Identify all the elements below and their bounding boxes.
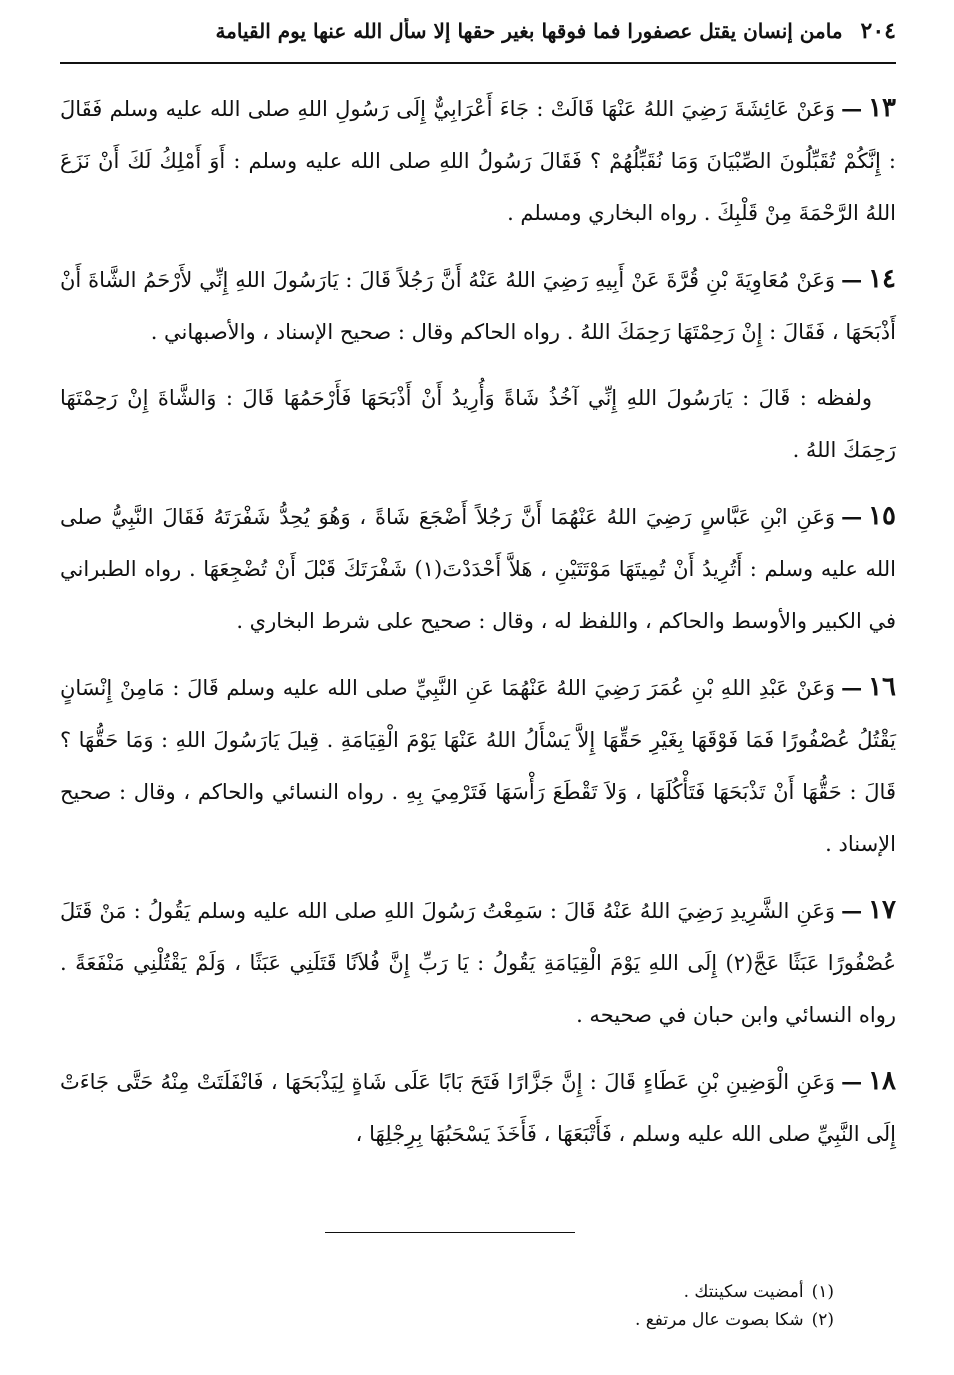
footnotes	[118, 1278, 834, 1334]
footnote-text: شكا بصوت عال مرتفع .	[634, 1310, 804, 1330]
hadith-text: وَعَنْ عَائِشَةَ رَضِيَ اللهُ عَنْهَا قَالَتْ : جَاءَ أَعْرَابِيٌّ إِلَى رَسُولِ اللهِ صلى الله عليه وسلم فَقَالَ : إِنَّكُمْ تُقَبِّلُونَ الصِّبْيَانَ وَمَا نُقَبِّلُهُمْ ؟ فَقَالَ رَسُولُ اللهِ صلى الله عليه وسلم : أَوَ أَمْلِكُ لَكَ أَنْ نَزَعَ اللهُ الرَّحْمَةَ مِنْ قَلْبِكَ . رواه البخاري ومسلم .	[60, 97, 896, 225]
hadith-number: ١٦	[868, 672, 896, 702]
hadith-number: ١٧	[868, 895, 896, 925]
footnote-1	[118, 1278, 834, 1306]
running-title: مامن إنسان يقتل عصفورا فما فوقها بغير حقها إلا سأل الله عنها يوم القيامة	[215, 19, 843, 43]
footnote-rule	[325, 1232, 575, 1233]
footnote-number: (١)	[811, 1282, 834, 1302]
page-header	[60, 18, 896, 56]
hadith-number: ١٥	[868, 501, 896, 531]
header-rule	[60, 62, 896, 64]
hadith-text: وَعَنْ مُعَاوِيَةَ بْنِ قُرَّةَ عَنْ أَبِيهِ رَضِيَ اللهُ عَنْهُ أَنَّ رَجُلاً قَالَ : يَارَسُولَ اللهِ إِنِّي لأَرْحَمُ الشَّاةَ أَنْ أَذْبَحَهَا ، فَقَالَ : إِنْ رَحِمْتَهَا رَحِمَكَ اللهُ . رواه الحاكم وقال : صحيح الإسناد ، والأصبهاني .	[60, 268, 896, 344]
hadith-13: ١٣—وَعَنْ عَائِشَةَ رَضِيَ اللهُ عَنْهَا قَالَتْ : جَاءَ أَعْرَابِيٌّ إِلَى رَسُولِ اللهِ صلى الله عليه وسلم فَقَالَ : إِنَّكُمْ تُقَبِّلُونَ الصِّبْيَانَ وَمَا نُقَبِّلُهُمْ ؟ فَقَالَ رَسُولُ اللهِ صلى الله عليه وسلم : أَوَ أَمْلِكُ لَكَ أَنْ نَزَعَ اللهُ الرَّحْمَةَ مِنْ قَلْبِكَ . رواه البخاري ومسلم .	[60, 93, 896, 225]
hadith-text: وَعَنْ عَبْدِ اللهِ بْنِ عُمَرَ رَضِيَ اللهُ عَنْهُمَا عَنِ النَّبِيِّ صلى الله عليه وسلم قَالَ : مَامِنْ إِنْسَانٍ يَقْتُلُ عُصْفُورًا فَمَا فَوْقَهَا بِغَيْرِ حَقِّهَا إِلاَّ يَسْأَلُ اللهُ عَنْهَا يَوْمَ الْقِيَامَةِ . قِيلَ يَارَسُولَ اللهِ : وَمَا حَقُّهَا ؟ قَالَ : حَقُّهَا أَنْ تَذْبَحَهَا فَتَأْكُلَهَا ، وَلاَ تَقْطَعَ رَأْسَهَا فَتَرْمِيَ بِهِ . رواه النسائي والحاكم ، وقال : صحيح الإسناد .	[60, 676, 896, 856]
footnote-2	[118, 1306, 834, 1334]
hadith-18: ١٨—وَعَنِ الْوَضِينِ بْنِ عَطَاءٍ قَالَ : إِنَّ جَزَّارًا فَتَحَ بَابًا عَلَى شَاةٍ لِيَذْبَحَهَا ، فَانْفَلَتَتْ مِنْهُ حَتَّى جَاءَتْ إِلَى النَّبِيِّ صلى الله عليه وسلم ، فَأَتْبَعَهَا ، فَأَخَذَ يَسْحَبُهَا بِرِجْلِهَا ،	[60, 1066, 896, 1146]
hadith-14-variant: ولفظه : قَالَ : يَارَسُولَ اللهِ إِنِّي آخُذُ شَاةً وَأُرِيدُ أَنْ أَذْبَحَهَا فَأَرْحَمُهَا قَالَ : وَالشَّاةَ إِنْ رَحِمْتَهَا رَحِمَكَ اللهُ .	[60, 386, 896, 462]
page-number: ٢٠٤	[860, 18, 896, 44]
hadith-17: ١٧—وَعَنِ الشَّرِيدِ رَضِيَ اللهُ عَنْهُ قَالَ : سَمِعْتُ رَسُولَ اللهِ صلى الله عليه وسلم يَقُولُ : مَنْ قَتَلَ عُصْفُورًا عَبَثًا عَجَّ(٢) إِلَى اللهِ يَوْمَ الْقِيَامَةِ يَقُولُ : يَا رَبِّ إِنَّ فُلاَنًا قَتَلَنِي عَبَثًا ، وَلَمْ يَقْتُلْنِي مَنْفَعَةً . رواه النسائي وابن حبان في صحيحه .	[60, 895, 896, 1027]
hadith-14: ١٤—وَعَنْ مُعَاوِيَةَ بْنِ قُرَّةَ عَنْ أَبِيهِ رَضِيَ اللهُ عَنْهُ أَنَّ رَجُلاً قَالَ : يَارَسُولَ اللهِ إِنِّي لأَرْحَمُ الشَّاةَ أَنْ أَذْبَحَهَا ، فَقَالَ : إِنْ رَحِمْتَهَا رَحِمَكَ اللهُ . رواه الحاكم وقال : صحيح الإسناد ، والأصبهاني .	[60, 264, 896, 344]
footnote-number: (٢)	[811, 1310, 834, 1330]
hadith-number: ١٣	[868, 93, 896, 123]
book-page	[60, 18, 896, 1358]
footnote-text: أمضيت سكينتك .	[683, 1282, 804, 1302]
hadith-16: ١٦—وَعَنْ عَبْدِ اللهِ بْنِ عُمَرَ رَضِيَ اللهُ عَنْهُمَا عَنِ النَّبِيِّ صلى الله عليه وسلم قَالَ : مَامِنْ إِنْسَانٍ يَقْتُلُ عُصْفُورًا فَمَا فَوْقَهَا بِغَيْرِ حَقِّهَا إِلاَّ يَسْأَلُ اللهُ عَنْهَا يَوْمَ الْقِيَامَةِ . قِيلَ يَارَسُولَ اللهِ : وَمَا حَقُّهَا ؟ قَالَ : حَقُّهَا أَنْ تَذْبَحَهَا فَتَأْكُلَهَا ، وَلاَ تَقْطَعَ رَأْسَهَا فَتَرْمِيَ بِهِ . رواه النسائي والحاكم ، وقال : صحيح الإسناد .	[60, 672, 896, 856]
hadith-text: وَعَنِ ابْنِ عَبَّاسٍ رَضِيَ اللهُ عَنْهُمَا أَنَّ رَجُلاً أَضْجَعَ شَاةً ، وَهُوَ يُحِدُّ شَفْرَتَهُ فَقَالَ النَّبِيُّ صلى الله عليه وسلم : أَتُرِيدُ أَنْ تُمِيتَهَا مَوْتَتَيْنِ ، هَلاَّ أَحْدَدْتَ(١) شَفْرَتَكَ قَبْلَ أَنْ تُضْجِعَهَا . رواه الطبراني في الكبير والأوسط والحاكم ، واللفظ له ، وقال : صحيح على شرط البخاري .	[60, 505, 896, 633]
hadith-number: ١٨	[868, 1066, 896, 1096]
hadith-15: ١٥—وَعَنِ ابْنِ عَبَّاسٍ رَضِيَ اللهُ عَنْهُمَا أَنَّ رَجُلاً أَضْجَعَ شَاةً ، وَهُوَ يُحِدُّ شَفْرَتَهُ فَقَالَ النَّبِيُّ صلى الله عليه وسلم : أَتُرِيدُ أَنْ تُمِيتَهَا مَوْتَتَيْنِ ، هَلاَّ أَحْدَدْتَ(١) شَفْرَتَكَ قَبْلَ أَنْ تُضْجِعَهَا . رواه الطبراني في الكبير والأوسط والحاكم ، واللفظ له ، وقال : صحيح على شرط البخاري .	[60, 501, 896, 633]
hadith-text: وَعَنِ الشَّرِيدِ رَضِيَ اللهُ عَنْهُ قَالَ : سَمِعْتُ رَسُولَ اللهِ صلى الله عليه وسلم يَقُولُ : مَنْ قَتَلَ عُصْفُورًا عَبَثًا عَجَّ(٢) إِلَى اللهِ يَوْمَ الْقِيَامَةِ يَقُولُ : يَا رَبِّ إِنَّ فُلاَنًا قَتَلَنِي عَبَثًا ، وَلَمْ يَقْتُلْنِي مَنْفَعَةً . رواه النسائي وابن حبان في صحيحه .	[60, 899, 896, 1027]
hadith-number: ١٤	[868, 264, 896, 294]
hadith-text: وَعَنِ الْوَضِينِ بْنِ عَطَاءٍ قَالَ : إِنَّ جَزَّارًا فَتَحَ بَابًا عَلَى شَاةٍ لِيَذْبَحَهَا ، فَانْفَلَتَتْ مِنْهُ حَتَّى جَاءَتْ إِلَى النَّبِيِّ صلى الله عليه وسلم ، فَأَتْبَعَهَا ، فَأَخَذَ يَسْحَبُهَا بِرِجْلِهَا ،	[60, 1070, 896, 1146]
